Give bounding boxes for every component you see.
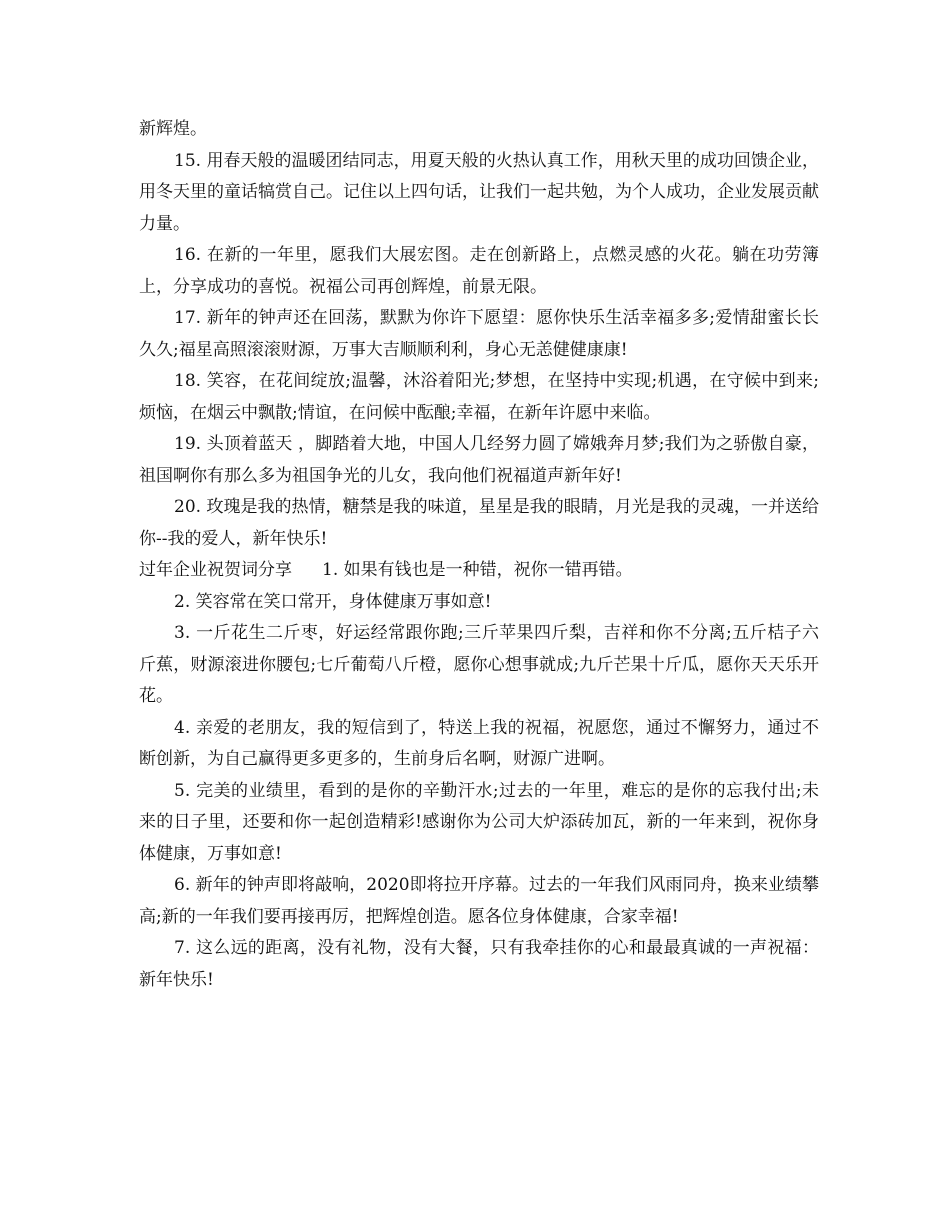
list-item-20: 20. 玫瑰是我的热情，糖禁是我的味道，星星是我的眼睛，月光是我的灵魂，一并送给你--我的爱人，新年快乐! [139,497,819,549]
section-heading-line [139,555,819,587]
list-item-1: 1. 如果有钱也是一种错，祝你一错再错。 [322,560,633,580]
list-item-7: 7. 这么远的距离，没有礼物，没有大餐，只有我牵挂你的心和最最真诚的一声祝福：新年快乐! [139,938,819,990]
paragraph-continuation: 新辉煌。 [139,119,207,139]
list-item-3: 3. 一斤花生二斤枣，好运经常跟你跑;三斤苹果四斤梨，吉祥和你不分离;五斤桔子六斤蕉，财源滚进你腰包;七斤葡萄八斤橙，愿你心想事就成;九斤芒果十斤瓜，愿你天天乐开花。 [139,623,819,706]
list-item-17: 17. 新年的钟声还在回荡，默默为你许下愿望：愿你快乐生活幸福多多;爱情甜蜜长长久久;福星高照滚滚财源，万事大吉顺顺利利，身心无恙健健康康! [139,308,819,360]
list-item-15: 15. 用春天般的温暖团结同志，用夏天般的火热认真工作，用秋天里的成功回馈企业，用冬天里的童话犒赏自己。记住以上四句话，让我们一起共勉，为个人成功，企业发展贡献力量。 [139,150,819,234]
list-item-16: 16. 在新的一年里，愿我们大展宏图。走在创新路上，点燃灵感的火花。躺在功劳簿上，分享成功的喜悦。祝福公司再创辉煌，前景无限。 [139,245,819,297]
section-heading: 过年企业祝贺词分享 [139,560,292,580]
list-item-19: 19. 头顶着蓝天 ，脚踏着大地，中国人几经努力圆了嫦娥奔月梦;我们为之骄傲自豪，祖国啊你有那么多为祖国争光的儿女，我向他们祝福道声新年好! [139,434,819,486]
list-item-5: 5. 完美的业绩里，看到的是你的辛勤汗水;过去的一年里，难忘的是你的忘我付出;未来的日子里，还要和你一起创造精彩!感谢你为公司大炉添砖加瓦，新的一年来到，祝你身体健康，万事如意! [139,780,819,864]
list-item-6: 6. 新年的钟声即将敲响，2020即将拉开序幕。过去的一年我们风雨同舟，换来业绩攀高;新的一年我们要再接再厉，把辉煌创造。愿各位身体健康，合家幸福! [139,875,819,927]
document-body [139,114,819,996]
list-item-18: 18. 笑容，在花间绽放;温馨，沐浴着阳光;梦想，在坚持中实现;机遇，在守候中到来;烦恼，在烟云中飘散;情谊，在问候中酝酿;幸福，在新年许愿中来临。 [139,371,819,423]
list-item-2: 2. 笑容常在笑口常开，身体健康万事如意! [174,591,492,612]
list-item-4: 4. 亲爱的老朋友，我的短信到了，特送上我的祝福，祝愿您，通过不懈努力，通过不断创新，为自己赢得更多更多的，生前身后名啊，财源广进啊。 [139,717,819,769]
